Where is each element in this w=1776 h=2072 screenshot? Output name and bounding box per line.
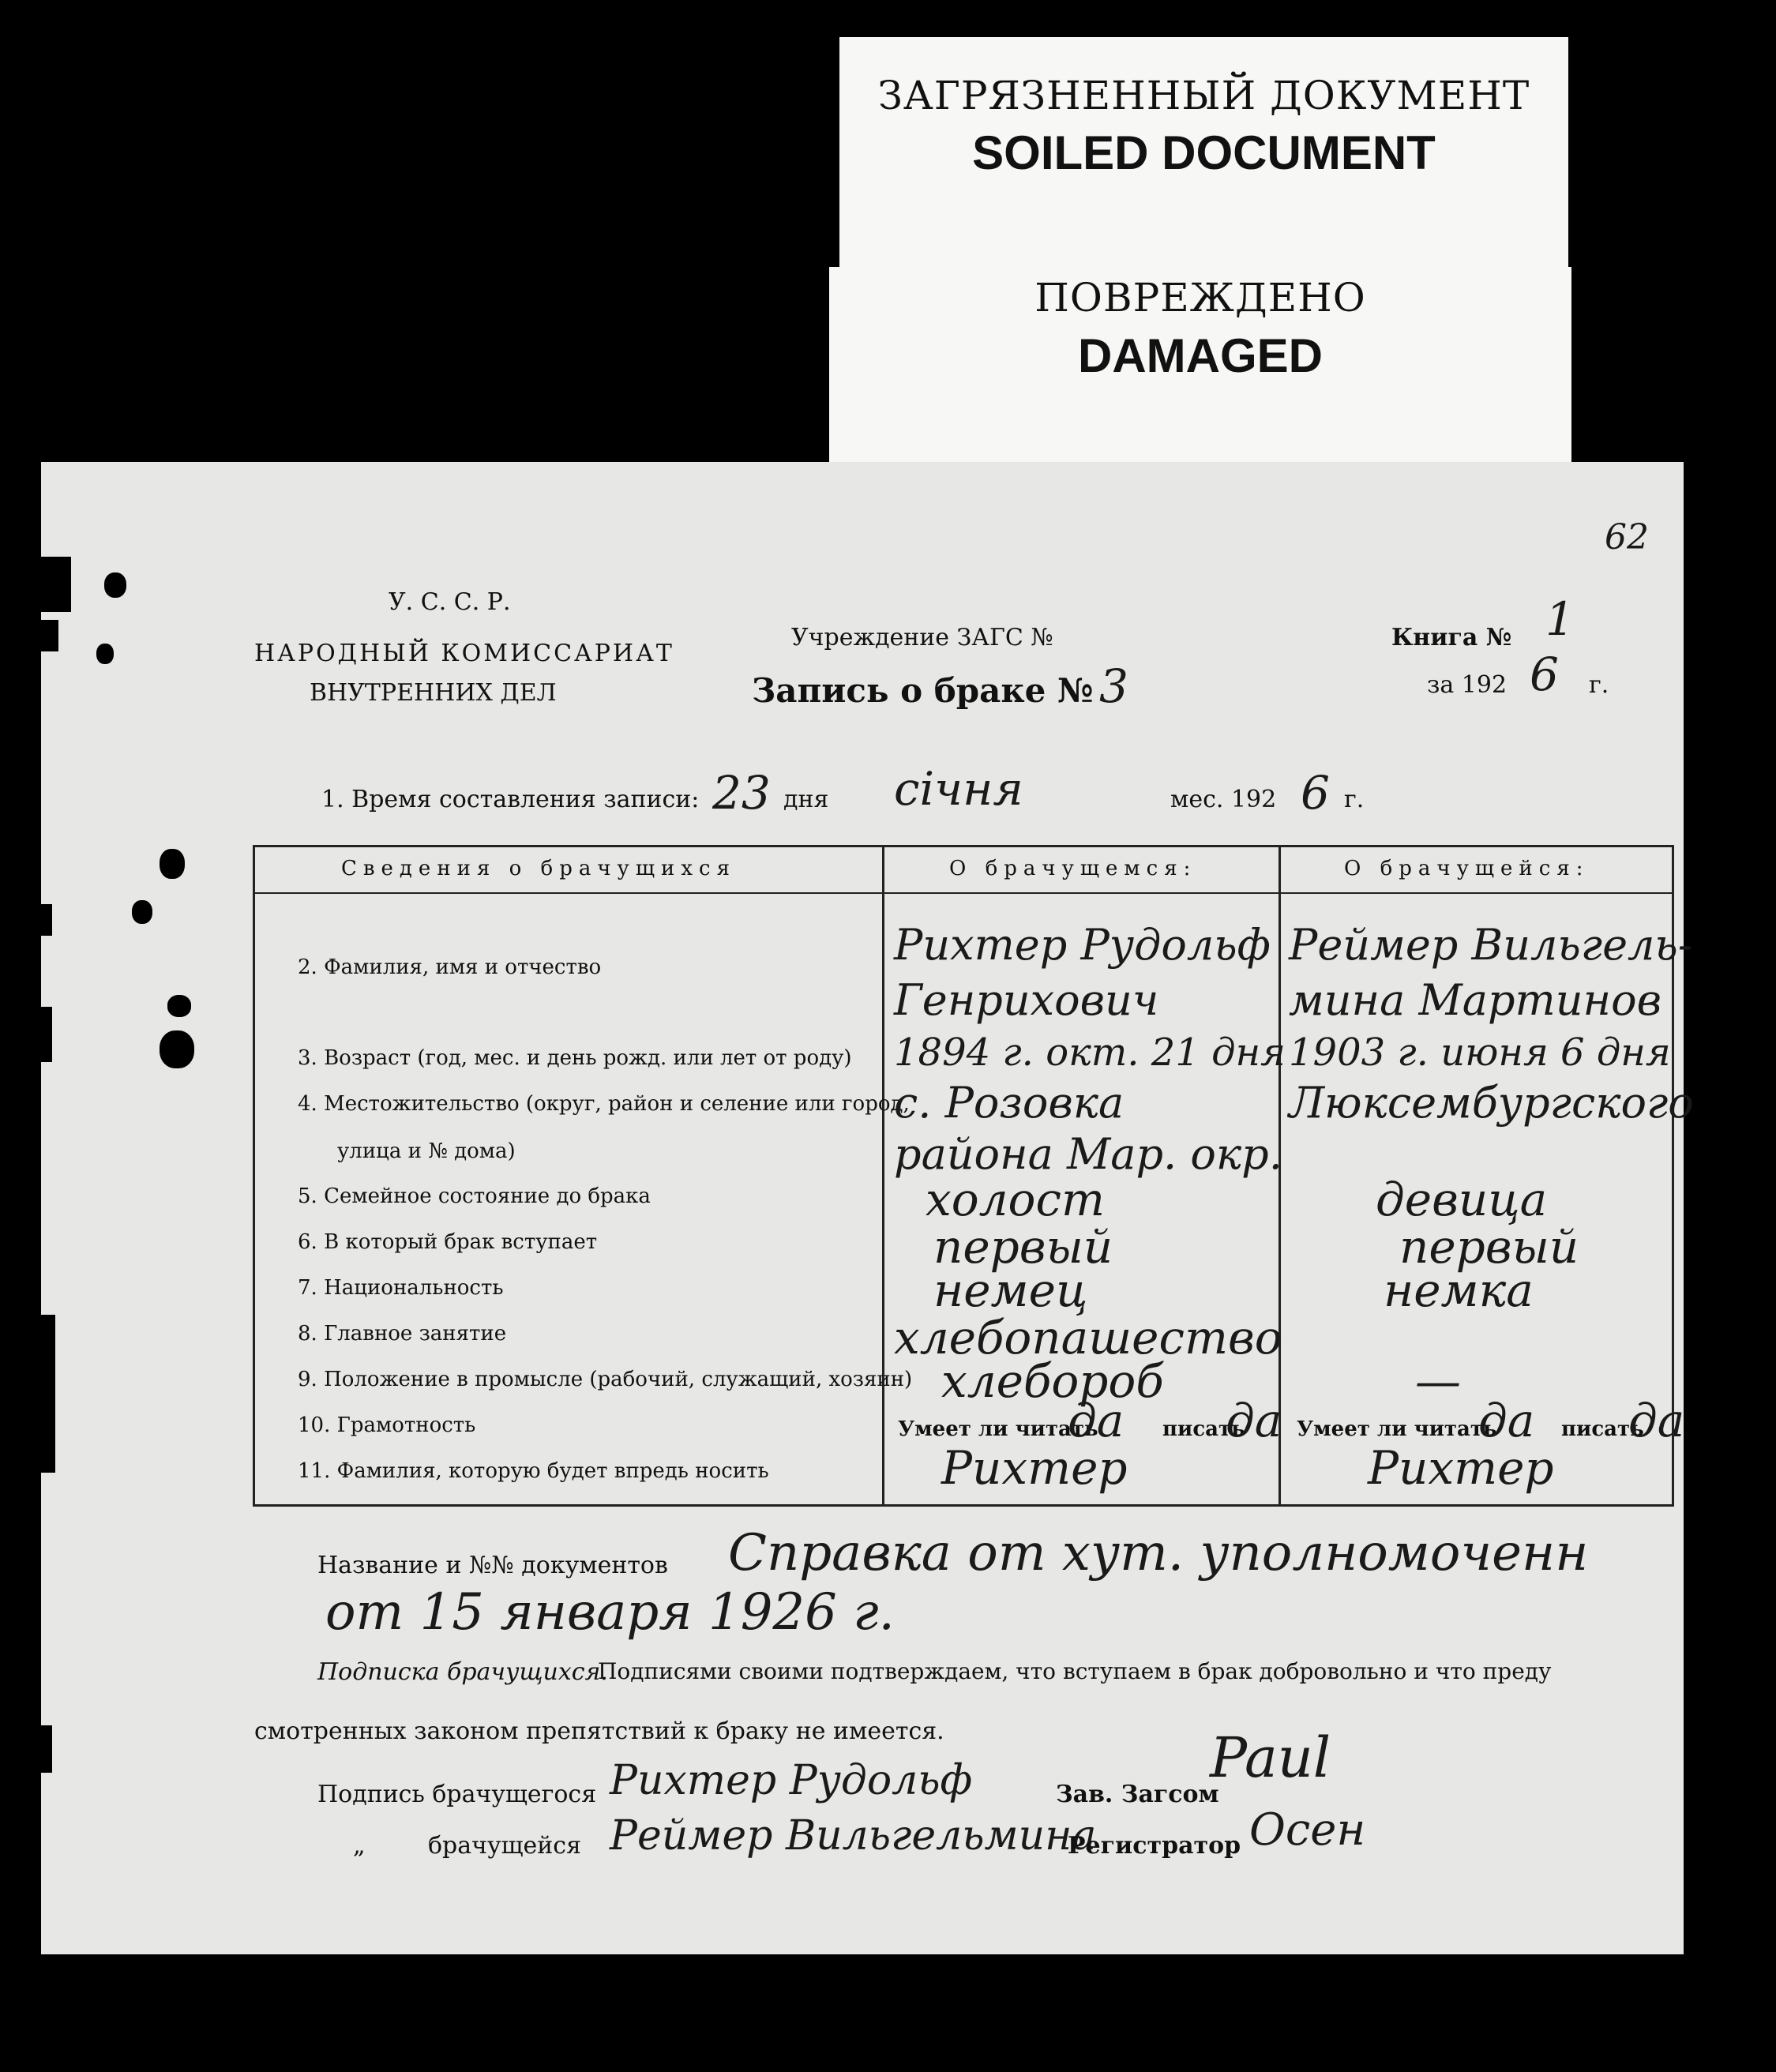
table-header-border xyxy=(253,892,1674,894)
table-header-info: Сведения о брачущихся xyxy=(341,857,736,880)
damage-hole xyxy=(41,904,52,936)
row-label-position: 9. Положение в промысле (рабочий, служащий, хозяин) xyxy=(298,1368,913,1391)
compiled-suffix: г. xyxy=(1344,786,1365,813)
table-header-groom: О брачущемся: xyxy=(949,857,1197,880)
bride-signature-label: брачущейся xyxy=(428,1832,582,1860)
groom-literacy-write-label: писать xyxy=(1162,1417,1245,1441)
documents-line-2: от 15 января 1926 г. xyxy=(325,1583,895,1642)
damage-hole xyxy=(160,849,185,879)
groom-age: 1894 г. окт. 21 дня xyxy=(894,1030,1286,1075)
groom-patronymic: Генрихович xyxy=(894,975,1159,1025)
groom-marriage-count: первый xyxy=(933,1220,1113,1274)
documents-line-1: Справка от хут. уполномоченн xyxy=(728,1524,1589,1582)
damage-hole xyxy=(104,572,126,598)
row-label-age: 3. Возраст (год, мес. и день рожд. или лет от роду) xyxy=(298,1046,852,1070)
groom-marital-status: холост xyxy=(926,1173,1105,1226)
damage-hole xyxy=(96,644,114,664)
bride-signature: Реймер Вильгельмина xyxy=(610,1812,1097,1860)
row-label-residence-street: улица и № дома) xyxy=(337,1139,516,1163)
table-top-border xyxy=(253,845,1674,847)
soiled-notice-en: SOILED DOCUMENT xyxy=(972,126,1436,179)
damage-hole xyxy=(41,1725,52,1773)
commissariat-line-2: ВНУТРЕННИХ ДЕЛ xyxy=(310,679,557,707)
year-digit: 6 xyxy=(1530,648,1559,701)
soiled-notice-ru: ЗАГРЯЗНЕННЫЙ ДОКУМЕНТ xyxy=(877,73,1530,118)
registrar-label: Регистратор xyxy=(1068,1832,1241,1860)
row-label-marriage-count: 6. В который брак вступает xyxy=(298,1230,598,1254)
bride-marital-status: девица xyxy=(1376,1173,1548,1226)
compiled-month-label: мес. 192 xyxy=(1170,786,1277,813)
pledge-text-1: Подписями своими подтверждаем, что вступаем в брак добровольно и что преду xyxy=(598,1658,1552,1684)
damaged-notice-en: DAMAGED xyxy=(1078,329,1323,382)
damage-hole xyxy=(41,620,58,651)
year-prefix: за 192 xyxy=(1427,671,1508,699)
table-col-divider xyxy=(882,845,884,1507)
damaged-notice xyxy=(829,267,1571,492)
bride-literacy-write: да xyxy=(1628,1394,1685,1447)
compiled-month: січня xyxy=(894,762,1023,816)
row-label-occupation: 8. Главное занятие xyxy=(298,1322,507,1346)
compiled-day: 23 xyxy=(712,766,771,820)
groom-signature: Рихтер Рудольф xyxy=(610,1757,973,1804)
groom-position: хлебороб xyxy=(941,1354,1164,1408)
republic-label: У. С. С. Р. xyxy=(389,588,511,616)
bride-literacy-read-label: Умеет ли читать xyxy=(1297,1417,1497,1441)
bride-age: 1903 г. июня 6 дня xyxy=(1289,1030,1671,1075)
institution-label: Учреждение ЗАГС № xyxy=(791,624,1053,651)
archive-number: 62 xyxy=(1605,517,1649,557)
table-bottom-border xyxy=(253,1504,1674,1507)
bride-nationality: немка xyxy=(1384,1263,1534,1317)
damage-hole xyxy=(160,1030,194,1068)
bride-future-surname: Рихтер xyxy=(1368,1441,1554,1495)
bride-literacy-read: да xyxy=(1478,1394,1535,1447)
soiled-document-notice xyxy=(839,37,1568,274)
compiled-label: 1. Время составления записи: xyxy=(321,786,700,813)
damage-hole xyxy=(167,995,191,1017)
head-label: Зав. Загсом xyxy=(1056,1781,1219,1808)
groom-future-surname: Рихтер xyxy=(941,1441,1128,1495)
bride-residence: Люксембургского xyxy=(1289,1078,1694,1128)
record-title: Запись о браке № xyxy=(752,671,1094,710)
groom-signature-label: Подпись брачущегося xyxy=(317,1781,597,1808)
row-label-nationality: 7. Национальность xyxy=(298,1276,504,1300)
groom-name: Рихтер Рудольф xyxy=(894,920,1271,970)
residence-district: района Мар. окр. xyxy=(894,1129,1282,1179)
book-label: Книга № xyxy=(1391,624,1512,651)
row-label-residence: 4. Местожительство (округ, район и селение или город, xyxy=(298,1092,910,1116)
groom-literacy-read-label: Умеет ли читать xyxy=(898,1417,1098,1441)
groom-literacy-read: да xyxy=(1068,1394,1125,1447)
damaged-notice-ru: ПОВРЕЖДЕНО xyxy=(1034,275,1366,321)
damage-hole xyxy=(41,557,71,612)
book-number: 1 xyxy=(1545,592,1575,646)
table-header-bride: О брачущейся: xyxy=(1344,857,1590,880)
row-label-future-surname: 11. Фамилия, которую будет впредь носить xyxy=(298,1459,769,1483)
row-label-marital-status: 5. Семейное состояние до брака xyxy=(298,1184,651,1208)
groom-residence: с. Розовка xyxy=(894,1078,1125,1128)
groom-occupation: хлебопашество xyxy=(894,1311,1282,1364)
bride-name: Реймер Вильгель- xyxy=(1289,920,1693,970)
damage-hole xyxy=(132,900,152,924)
registrar-signature: Осен xyxy=(1249,1804,1366,1856)
bride-marriage-count: первый xyxy=(1399,1220,1579,1274)
documents-label: Название и №№ документов xyxy=(317,1552,668,1579)
compiled-year-digit: 6 xyxy=(1301,766,1330,820)
damage-hole xyxy=(41,1007,52,1062)
bride-patronymic: мина Мартинов xyxy=(1289,975,1662,1025)
table-left-border xyxy=(253,845,255,1507)
commissariat-line-1: НАРОДНЫЙ КОМИССАРИАТ xyxy=(254,640,674,667)
bride-literacy-write-label: писать xyxy=(1561,1417,1644,1441)
row-label-name: 2. Фамилия, имя и отчество xyxy=(298,955,602,979)
pledge-title: Подписка брачущихся. xyxy=(317,1658,608,1686)
bride-position: — xyxy=(1415,1354,1461,1408)
head-signature: Paul xyxy=(1210,1725,1331,1790)
pledge-text-2: смотренных законом препятствий к браку не имеется. xyxy=(254,1717,944,1745)
groom-literacy-write: да xyxy=(1226,1394,1282,1447)
row-label-literacy: 10. Грамотность xyxy=(298,1413,476,1437)
damage-hole xyxy=(41,1315,55,1473)
groom-nationality: немец xyxy=(933,1263,1088,1317)
ditto-mark: „ xyxy=(353,1832,366,1860)
compiled-day-label: дня xyxy=(783,786,829,813)
year-suffix: г. xyxy=(1589,671,1609,699)
marriage-record-sheet xyxy=(41,462,1694,1954)
record-number: 3 xyxy=(1099,659,1128,713)
